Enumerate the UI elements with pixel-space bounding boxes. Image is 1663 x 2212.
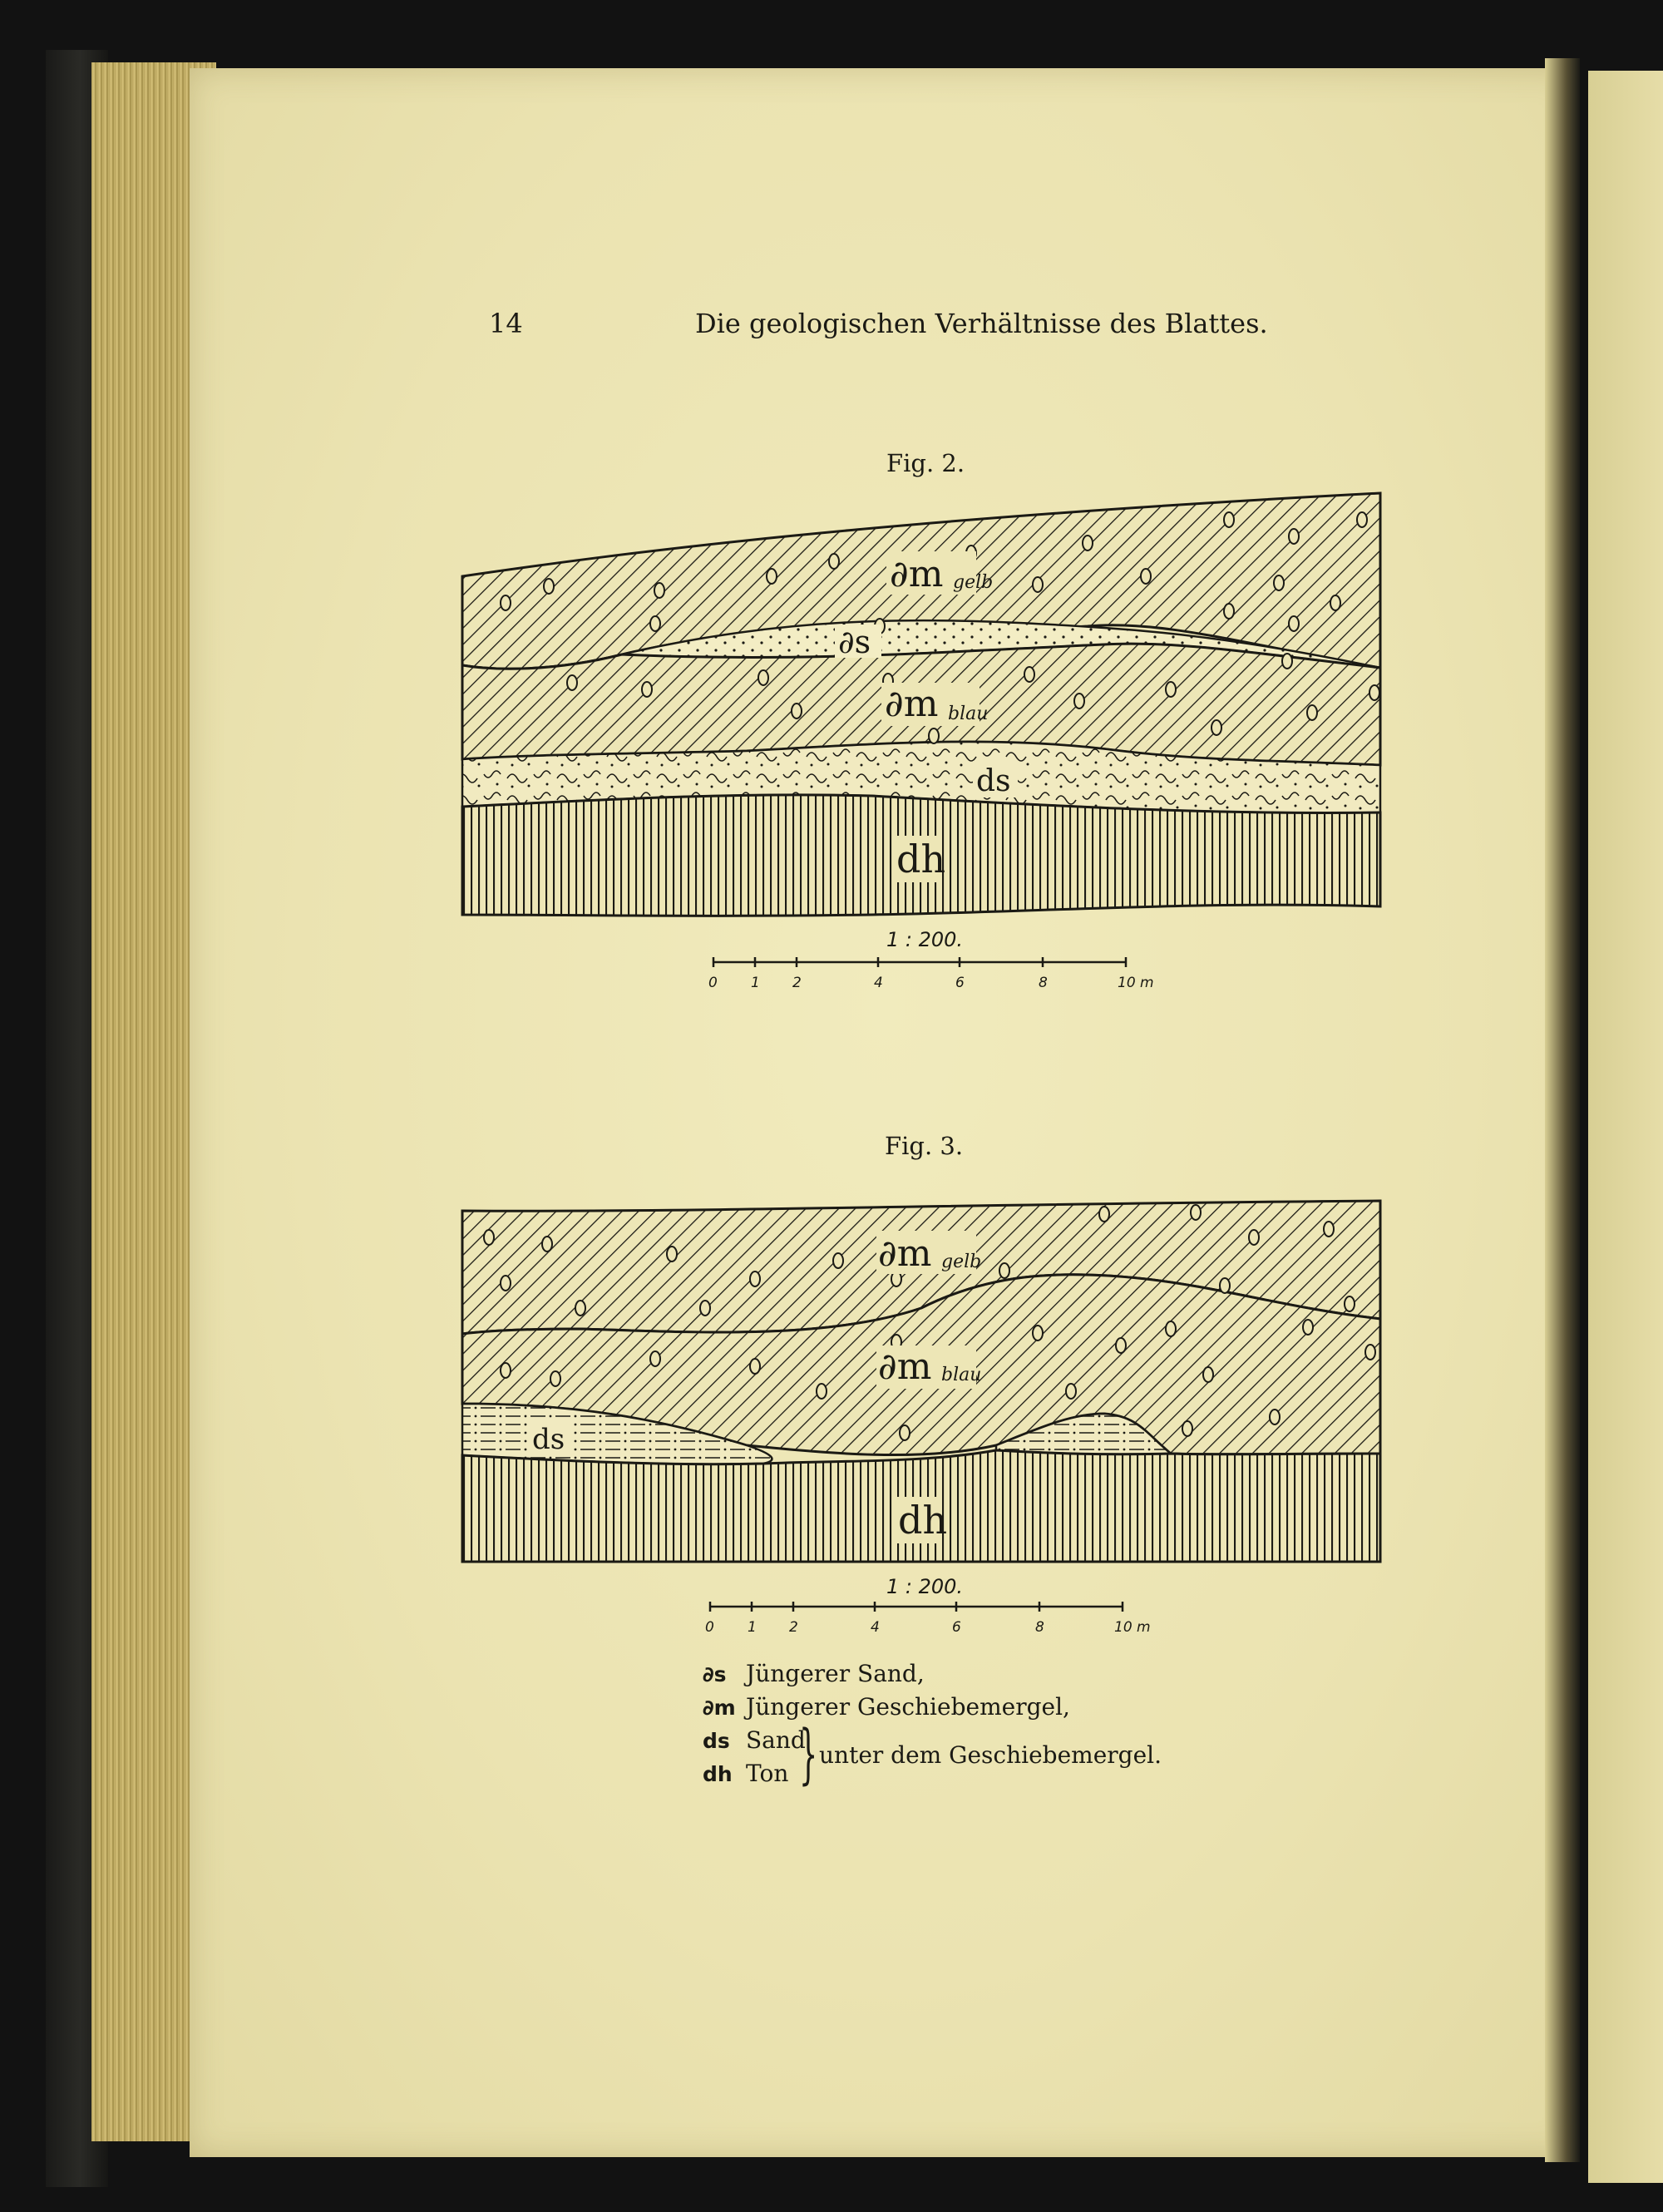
legend-row	[703, 1691, 1070, 1724]
label-dm-gelb-suffix: gelb	[941, 1252, 982, 1272]
label-dm-gelb-suffix: gelb	[953, 572, 994, 593]
scale-tick: 10 m	[1114, 1619, 1151, 1636]
legend	[703, 1657, 1162, 1792]
label-dm-gelb-symbol: ∂m	[890, 553, 944, 595]
scale-tick: 2	[792, 975, 802, 991]
scale-tick: 8	[1035, 1619, 1044, 1636]
scale-tick: 10 m	[1118, 975, 1154, 991]
label-ds: ds	[532, 1423, 565, 1456]
scale-tick: 1	[748, 1619, 757, 1636]
label-dh: dh	[898, 1498, 948, 1543]
scale-tick: 6	[952, 1619, 961, 1636]
label-ds-lens: ∂s	[838, 624, 871, 660]
running-title: Die geologischen Verhältnisse des Blattes.	[695, 308, 1268, 339]
legend-code: ∂s	[703, 1662, 727, 1686]
legend-code: ∂m	[703, 1696, 736, 1720]
page-number: 14	[489, 308, 523, 339]
book-page	[190, 68, 1578, 2157]
label-dm-blau-suffix: blau	[941, 1365, 982, 1385]
legend-row	[703, 1657, 1070, 1691]
legend-code: dh	[703, 1762, 733, 1786]
legend-label: Ton	[746, 1760, 789, 1787]
legend-label: Sand	[746, 1726, 806, 1754]
scale-tick: 1	[751, 975, 760, 991]
figure-3-caption: Fig. 3.	[885, 1132, 964, 1160]
label-dm-blau-suffix: blau	[948, 704, 989, 724]
scale-label: 1 : 200.	[886, 1575, 964, 1598]
label-ds-wavy: ds	[976, 764, 1011, 798]
legend-label: Jüngerer Sand,	[746, 1660, 925, 1687]
scale-tick: 0	[708, 975, 718, 991]
brace-icon: }	[799, 1717, 818, 1792]
figure-2-caption: Fig. 2.	[886, 449, 965, 477]
label-dm-blau-symbol: ∂m	[885, 683, 939, 725]
figure-2-section	[456, 486, 1389, 1002]
scale-tick: 4	[874, 975, 883, 991]
legend-label: Jüngerer Geschiebemergel,	[746, 1693, 1070, 1721]
book-gutter	[1545, 58, 1580, 2162]
legend-brace-label: unter dem Geschiebemergel.	[819, 1741, 1162, 1769]
scale-label: 1 : 200.	[886, 928, 964, 951]
scale-tick: 8	[1039, 975, 1048, 991]
scale-tick: 2	[789, 1619, 798, 1636]
label-dh: dh	[896, 837, 946, 881]
facing-page-edge	[1588, 71, 1663, 2183]
scale-tick: 4	[871, 1619, 880, 1636]
scale-tick: 0	[705, 1619, 714, 1636]
label-dm-gelb-symbol: ∂m	[878, 1232, 932, 1275]
label-dm-blau-symbol: ∂m	[878, 1345, 932, 1388]
figure-3-section	[456, 1196, 1389, 1645]
legend-code: ds	[703, 1729, 730, 1753]
scale-tick: 6	[955, 975, 965, 991]
